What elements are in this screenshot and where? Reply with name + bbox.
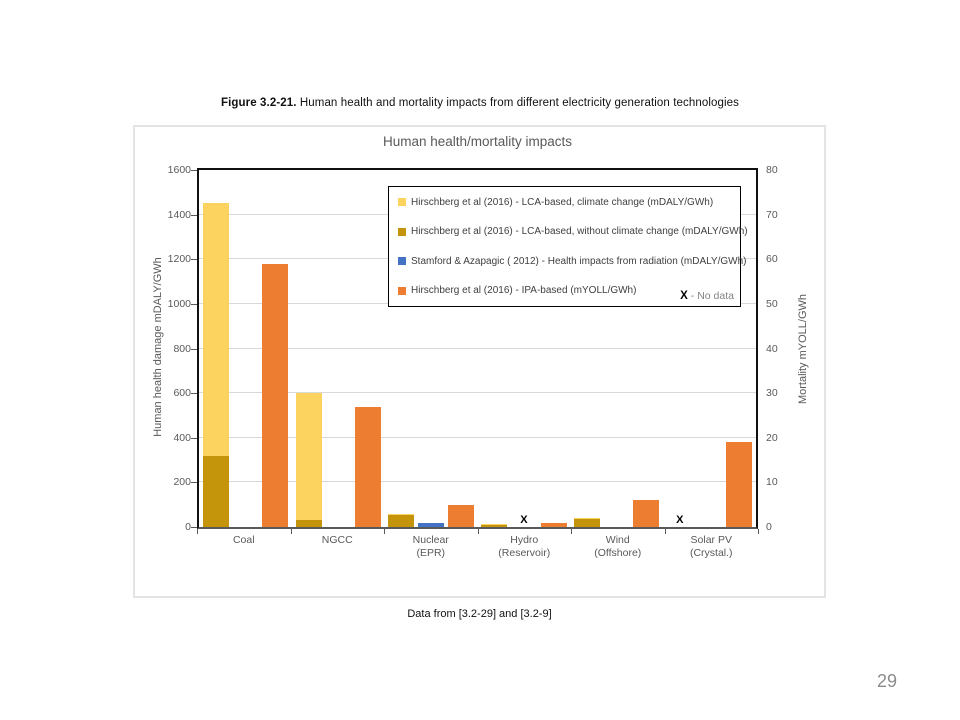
left-tick-label-800: 800 (173, 342, 191, 355)
left-tick-label-1400: 1400 (167, 208, 191, 221)
left-tick-mark-200 (191, 482, 197, 483)
category-label-solar-pv: Solar PV (Crystal.) (689, 534, 733, 559)
right-tick-label-70: 70 (766, 208, 778, 221)
right-tick-label-20: 20 (766, 431, 778, 444)
left-tick-label-400: 400 (173, 431, 191, 444)
category-label-ngcc: NGCC (321, 534, 353, 546)
left-tick-mark-1200 (191, 259, 197, 260)
bar-ngcc-series4 (355, 407, 381, 527)
right-tick-label-80: 80 (766, 164, 778, 176)
legend-swatch-3 (398, 257, 406, 265)
left-tick-mark-1400 (191, 215, 197, 216)
right-tick-label-10: 10 (766, 476, 778, 489)
right-tick-label-50: 50 (766, 297, 778, 310)
left-tick-label-1000: 1000 (167, 297, 191, 310)
bar-hydro-series2 (481, 525, 507, 527)
left-tick-label-600: 600 (173, 387, 191, 400)
bar-ngcc-series1 (296, 393, 322, 527)
figure-caption-text: Human health and mortality impacts from different electricity generation technologies (296, 97, 739, 109)
bar-nuclear-series4 (448, 505, 474, 527)
no-data-mark-3: X (520, 514, 528, 526)
legend-entry-3 (398, 255, 747, 267)
legend-label-4: Hirschberg et al (2016) - IPA-based (mYOLL/GWh) (411, 285, 637, 296)
bottom-tick-mark-6 (758, 529, 759, 534)
legend-label-1: Hirschberg et al (2016) - LCA-based, climate change (mDALY/GWh) (411, 196, 714, 208)
legend-entry-4 (398, 285, 636, 297)
left-tick-label-1200: 1200 (167, 253, 191, 266)
bar-wind-series2 (574, 519, 600, 527)
bar-nuclear-series2 (388, 515, 414, 527)
left-tick-label-0: 0 (185, 521, 191, 533)
page-number: 29 (877, 671, 898, 691)
bar-coal-series4 (262, 264, 288, 527)
left-tick-mark-1600 (191, 170, 197, 171)
legend-swatch-4 (398, 287, 406, 295)
bar-coal-series2 (203, 456, 229, 527)
no-data-x-symbol: X (680, 290, 688, 302)
category-label-hydro: Hydro (Reservoir) (498, 534, 551, 559)
left-tick-mark-1000 (191, 304, 197, 305)
legend-no-data-note (680, 290, 734, 302)
left-tick-mark-600 (191, 393, 197, 394)
bar-wind-series4 (633, 500, 659, 527)
category-label-wind: Wind (Offshore) (594, 534, 642, 559)
bar-group-coal (199, 170, 292, 527)
left-axis-title: Human health damage mDALY/GWh (152, 257, 164, 437)
bar-solar-pv-series4 (726, 442, 752, 527)
right-tick-label-40: 40 (766, 342, 778, 355)
left-tick-mark-800 (191, 349, 197, 350)
no-data-label: - No data (690, 290, 734, 302)
right-tick-label-30: 30 (766, 387, 778, 400)
left-tick-label-1600: 1600 (167, 164, 191, 176)
data-source-note: Data from [3.2-29] and [3.2-9] (407, 608, 552, 620)
legend-entry-2 (398, 226, 748, 238)
legend-entry-1 (398, 196, 713, 208)
bar-hydro-series4 (541, 523, 567, 527)
chart-title: Human health/mortality impacts (382, 134, 573, 149)
left-tick-mark-400 (191, 438, 197, 439)
right-tick-label-60: 60 (766, 253, 778, 266)
legend-swatch-1 (398, 198, 406, 206)
figure-caption (0, 97, 960, 109)
right-axis-title: Mortality mYOLL/GWh (797, 293, 809, 405)
category-label-coal: Coal (232, 534, 255, 546)
legend-label-2: Hirschberg et al (2016) - LCA-based, without climate change (mDALY/GWh) (411, 226, 748, 237)
legend (388, 186, 748, 307)
right-tick-label-0: 0 (766, 521, 772, 533)
left-tick-mark-0 (191, 527, 197, 528)
bar-nuclear-series3 (418, 523, 444, 527)
legend-swatch-2 (398, 228, 406, 236)
bar-ngcc-series2 (296, 520, 322, 527)
figure-caption-number: Figure 3.2-21. (221, 97, 297, 109)
no-data-mark-5: X (676, 514, 684, 526)
bar-group-ngcc (292, 170, 385, 527)
category-label-nuclear: Nuclear (EPR) (412, 534, 449, 559)
left-tick-label-200: 200 (173, 476, 191, 489)
legend-label-3: Stamford & Azapagic ( 2012) - Health impacts from radiation (mDALY/GWh) (411, 255, 747, 267)
